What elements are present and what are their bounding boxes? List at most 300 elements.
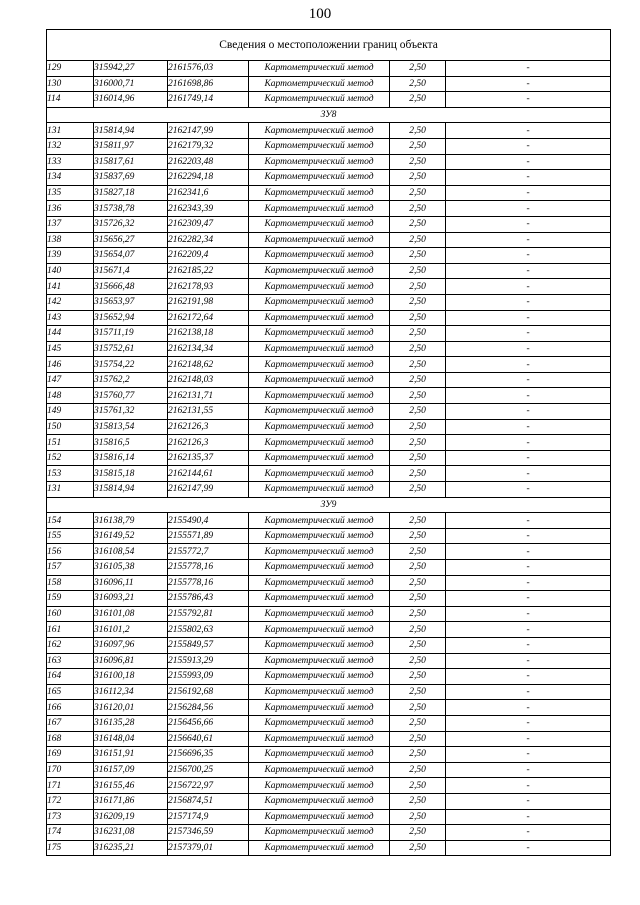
table-row [47, 279, 611, 295]
precision-cell: 2,50 [390, 606, 446, 622]
coord-x-cell: 315827,18 [94, 185, 168, 201]
precision-cell: 2,50 [390, 793, 446, 809]
precision-cell: 2,50 [390, 123, 446, 139]
table-row [47, 528, 611, 544]
coord-y-cell: 2161749,14 [168, 92, 249, 108]
table-row [47, 154, 611, 170]
coord-y-cell: 2161698,86 [168, 76, 249, 92]
coord-y-cell: 2162203,48 [168, 154, 249, 170]
description-cell: - [446, 76, 611, 92]
method-cell: Картометрический метод [249, 762, 390, 778]
coord-y-cell: 2162209,4 [168, 248, 249, 264]
coord-y-cell: 2155490,4 [168, 513, 249, 529]
description-cell: - [446, 372, 611, 388]
point-number-cell: 130 [47, 76, 94, 92]
description-cell: - [446, 185, 611, 201]
table-row [47, 669, 611, 685]
coord-x-cell: 315653,97 [94, 294, 168, 310]
description-cell: - [446, 123, 611, 139]
description-cell: - [446, 419, 611, 435]
coord-x-cell: 315814,94 [94, 482, 168, 498]
method-cell: Картометрический метод [249, 825, 390, 841]
description-cell: - [446, 637, 611, 653]
coord-y-cell: 2161576,03 [168, 61, 249, 77]
point-number-cell: 148 [47, 388, 94, 404]
precision-cell: 2,50 [390, 435, 446, 451]
coord-x-cell: 315815,18 [94, 466, 168, 482]
method-cell: Картометрический метод [249, 450, 390, 466]
table-row [47, 793, 611, 809]
method-cell: Картометрический метод [249, 404, 390, 420]
table-row [47, 700, 611, 716]
table-row [47, 606, 611, 622]
table-row [47, 731, 611, 747]
coord-x-cell: 315752,61 [94, 341, 168, 357]
coord-y-cell: 2162135,37 [168, 450, 249, 466]
point-number-cell: 158 [47, 575, 94, 591]
description-cell: - [446, 793, 611, 809]
precision-cell: 2,50 [390, 450, 446, 466]
table-row [47, 544, 611, 560]
point-number-cell: 129 [47, 61, 94, 77]
coord-x-cell: 315942,27 [94, 61, 168, 77]
section-header-row [47, 107, 611, 123]
precision-cell: 2,50 [390, 825, 446, 841]
description-cell: - [446, 279, 611, 295]
coord-y-cell: 2155571,89 [168, 528, 249, 544]
precision-cell: 2,50 [390, 809, 446, 825]
coord-y-cell: 2156700,25 [168, 762, 249, 778]
coord-x-cell: 316155,46 [94, 778, 168, 794]
coord-x-cell: 315754,22 [94, 357, 168, 373]
point-number-cell: 165 [47, 684, 94, 700]
coord-x-cell: 315671,4 [94, 263, 168, 279]
precision-cell: 2,50 [390, 61, 446, 77]
coord-x-cell: 316105,38 [94, 560, 168, 576]
method-cell: Картометрический метод [249, 419, 390, 435]
coord-y-cell: 2162282,34 [168, 232, 249, 248]
table-row [47, 762, 611, 778]
table-title-row [47, 30, 611, 61]
coord-y-cell: 2162134,34 [168, 341, 249, 357]
point-number-cell: 134 [47, 170, 94, 186]
method-cell: Картометрический метод [249, 263, 390, 279]
table-row [47, 809, 611, 825]
table-row [47, 326, 611, 342]
coord-x-cell: 316135,28 [94, 715, 168, 731]
method-cell: Картометрический метод [249, 715, 390, 731]
precision-cell: 2,50 [390, 700, 446, 716]
table-row [47, 825, 611, 841]
method-cell: Картометрический метод [249, 591, 390, 607]
precision-cell: 2,50 [390, 310, 446, 326]
table-row [47, 76, 611, 92]
point-number-cell: 159 [47, 591, 94, 607]
coord-x-cell: 315761,32 [94, 404, 168, 420]
precision-cell: 2,50 [390, 513, 446, 529]
coord-x-cell: 316138,79 [94, 513, 168, 529]
coord-x-cell: 316235,21 [94, 840, 168, 856]
coord-x-cell: 315726,32 [94, 216, 168, 232]
method-cell: Картометрический метод [249, 731, 390, 747]
coord-y-cell: 2162131,71 [168, 388, 249, 404]
table-body [47, 30, 611, 856]
method-cell: Картометрический метод [249, 809, 390, 825]
method-cell: Картометрический метод [249, 793, 390, 809]
description-cell: - [446, 544, 611, 560]
method-cell: Картометрический метод [249, 466, 390, 482]
method-cell: Картометрический метод [249, 637, 390, 653]
table-row [47, 185, 611, 201]
coord-x-cell: 315738,78 [94, 201, 168, 217]
point-number-cell: 145 [47, 341, 94, 357]
table-row [47, 622, 611, 638]
description-cell: - [446, 201, 611, 217]
table-row [47, 232, 611, 248]
precision-cell: 2,50 [390, 138, 446, 154]
point-number-cell: 154 [47, 513, 94, 529]
method-cell: Картометрический метод [249, 560, 390, 576]
point-number-cell: 175 [47, 840, 94, 856]
precision-cell: 2,50 [390, 170, 446, 186]
method-cell: Картометрический метод [249, 216, 390, 232]
point-number-cell: 131 [47, 482, 94, 498]
precision-cell: 2,50 [390, 404, 446, 420]
point-number-cell: 162 [47, 637, 94, 653]
coord-y-cell: 2162178,93 [168, 279, 249, 295]
description-cell: - [446, 357, 611, 373]
description-cell: - [446, 170, 611, 186]
table-row [47, 450, 611, 466]
coord-y-cell: 2156696,35 [168, 747, 249, 763]
coord-x-cell: 315817,61 [94, 154, 168, 170]
method-cell: Картометрический метод [249, 201, 390, 217]
table-row [47, 513, 611, 529]
precision-cell: 2,50 [390, 357, 446, 373]
coord-x-cell: 315816,14 [94, 450, 168, 466]
table-row [47, 637, 611, 653]
table-row [47, 170, 611, 186]
method-cell: Картометрический метод [249, 747, 390, 763]
method-cell: Картометрический метод [249, 279, 390, 295]
coord-y-cell: 2156284,56 [168, 700, 249, 716]
page-number: 100 [308, 6, 332, 22]
point-number-cell: 141 [47, 279, 94, 295]
point-number-cell: 168 [47, 731, 94, 747]
method-cell: Картометрический метод [249, 232, 390, 248]
coord-y-cell: 2162126,3 [168, 419, 249, 435]
section-label: ЗУ9 [47, 497, 611, 513]
method-cell: Картометрический метод [249, 185, 390, 201]
precision-cell: 2,50 [390, 263, 446, 279]
table-row [47, 591, 611, 607]
table-row [47, 575, 611, 591]
table-row [47, 466, 611, 482]
table-row [47, 840, 611, 856]
coord-y-cell: 2155772,7 [168, 544, 249, 560]
method-cell: Картометрический метод [249, 622, 390, 638]
method-cell: Картометрический метод [249, 123, 390, 139]
point-number-cell: 147 [47, 372, 94, 388]
point-number-cell: 155 [47, 528, 94, 544]
coord-y-cell: 2156192,68 [168, 684, 249, 700]
coord-y-cell: 2156874,51 [168, 793, 249, 809]
point-number-cell: 139 [47, 248, 94, 264]
precision-cell: 2,50 [390, 840, 446, 856]
description-cell: - [446, 435, 611, 451]
coord-x-cell: 315656,27 [94, 232, 168, 248]
coord-y-cell: 2157346,59 [168, 825, 249, 841]
description-cell: - [446, 700, 611, 716]
method-cell: Картометрический метод [249, 700, 390, 716]
table-row [47, 138, 611, 154]
precision-cell: 2,50 [390, 185, 446, 201]
precision-cell: 2,50 [390, 622, 446, 638]
method-cell: Картометрический метод [249, 606, 390, 622]
description-cell: - [446, 404, 611, 420]
coord-x-cell: 316101,2 [94, 622, 168, 638]
table-row [47, 778, 611, 794]
point-number-cell: 161 [47, 622, 94, 638]
coord-y-cell: 2155849,57 [168, 637, 249, 653]
boundary-coordinates-table [46, 29, 611, 856]
point-number-cell: 164 [47, 669, 94, 685]
method-cell: Картометрический метод [249, 92, 390, 108]
coord-y-cell: 2156640,61 [168, 731, 249, 747]
precision-cell: 2,50 [390, 419, 446, 435]
description-cell: - [446, 684, 611, 700]
coord-x-cell: 315813,54 [94, 419, 168, 435]
coord-y-cell: 2162144,61 [168, 466, 249, 482]
description-cell: - [446, 138, 611, 154]
coord-y-cell: 2162294,18 [168, 170, 249, 186]
coord-y-cell: 2162138,18 [168, 326, 249, 342]
point-number-cell: 153 [47, 466, 94, 482]
description-cell: - [446, 809, 611, 825]
table-title: Сведения о местоположении границ объекта [47, 30, 611, 61]
coord-x-cell: 316148,04 [94, 731, 168, 747]
precision-cell: 2,50 [390, 778, 446, 794]
section-header-row [47, 497, 611, 513]
point-number-cell: 135 [47, 185, 94, 201]
precision-cell: 2,50 [390, 388, 446, 404]
method-cell: Картометрический метод [249, 778, 390, 794]
description-cell: - [446, 232, 611, 248]
description-cell: - [446, 294, 611, 310]
section-label: ЗУ8 [47, 107, 611, 123]
table-row [47, 419, 611, 435]
precision-cell: 2,50 [390, 637, 446, 653]
coord-x-cell: 315837,69 [94, 170, 168, 186]
method-cell: Картометрический метод [249, 154, 390, 170]
description-cell: - [446, 216, 611, 232]
precision-cell: 2,50 [390, 715, 446, 731]
precision-cell: 2,50 [390, 92, 446, 108]
point-number-cell: 160 [47, 606, 94, 622]
precision-cell: 2,50 [390, 248, 446, 264]
description-cell: - [446, 248, 611, 264]
description-cell: - [446, 263, 611, 279]
description-cell: - [446, 341, 611, 357]
coord-y-cell: 2162131,55 [168, 404, 249, 420]
method-cell: Картометрический метод [249, 435, 390, 451]
coord-y-cell: 2155778,16 [168, 560, 249, 576]
description-cell: - [446, 840, 611, 856]
point-number-cell: 172 [47, 793, 94, 809]
table-row [47, 684, 611, 700]
table-row [47, 715, 611, 731]
coord-y-cell: 2155913,29 [168, 653, 249, 669]
coord-y-cell: 2162191,98 [168, 294, 249, 310]
method-cell: Картометрический метод [249, 326, 390, 342]
point-number-cell: 157 [47, 560, 94, 576]
coord-x-cell: 315816,5 [94, 435, 168, 451]
precision-cell: 2,50 [390, 482, 446, 498]
coord-x-cell: 315654,07 [94, 248, 168, 264]
precision-cell: 2,50 [390, 279, 446, 295]
table-row [47, 404, 611, 420]
coord-x-cell: 316149,52 [94, 528, 168, 544]
point-number-cell: 156 [47, 544, 94, 560]
coord-x-cell: 315811,97 [94, 138, 168, 154]
coord-x-cell: 315762,2 [94, 372, 168, 388]
table-row [47, 61, 611, 77]
coord-x-cell: 316231,08 [94, 825, 168, 841]
coord-y-cell: 2162179,32 [168, 138, 249, 154]
coord-y-cell: 2157379,01 [168, 840, 249, 856]
description-cell: - [446, 825, 611, 841]
method-cell: Картометрический метод [249, 684, 390, 700]
table-row [47, 435, 611, 451]
description-cell: - [446, 450, 611, 466]
point-number-cell: 132 [47, 138, 94, 154]
method-cell: Картометрический метод [249, 528, 390, 544]
table-row [47, 216, 611, 232]
coord-y-cell: 2162172,64 [168, 310, 249, 326]
method-cell: Картометрический метод [249, 248, 390, 264]
description-cell: - [446, 778, 611, 794]
precision-cell: 2,50 [390, 762, 446, 778]
description-cell: - [446, 513, 611, 529]
point-number-cell: 169 [47, 747, 94, 763]
point-number-cell: 167 [47, 715, 94, 731]
description-cell: - [446, 591, 611, 607]
point-number-cell: 152 [47, 450, 94, 466]
description-cell: - [446, 731, 611, 747]
coord-x-cell: 316100,18 [94, 669, 168, 685]
point-number-cell: 149 [47, 404, 94, 420]
point-number-cell: 142 [47, 294, 94, 310]
precision-cell: 2,50 [390, 575, 446, 591]
method-cell: Картометрический метод [249, 575, 390, 591]
coord-y-cell: 2162148,03 [168, 372, 249, 388]
description-cell: - [446, 747, 611, 763]
method-cell: Картометрический метод [249, 310, 390, 326]
coord-x-cell: 316151,91 [94, 747, 168, 763]
coord-x-cell: 316120,01 [94, 700, 168, 716]
coord-x-cell: 315711,19 [94, 326, 168, 342]
table-row [47, 310, 611, 326]
method-cell: Картометрический метод [249, 669, 390, 685]
description-cell: - [446, 310, 611, 326]
precision-cell: 2,50 [390, 684, 446, 700]
precision-cell: 2,50 [390, 154, 446, 170]
coord-y-cell: 2155993,09 [168, 669, 249, 685]
coord-y-cell: 2155802,63 [168, 622, 249, 638]
table-row [47, 263, 611, 279]
coord-y-cell: 2162185,22 [168, 263, 249, 279]
precision-cell: 2,50 [390, 341, 446, 357]
table-row [47, 560, 611, 576]
precision-cell: 2,50 [390, 669, 446, 685]
method-cell: Картометрический метод [249, 544, 390, 560]
method-cell: Картометрический метод [249, 372, 390, 388]
precision-cell: 2,50 [390, 326, 446, 342]
method-cell: Картометрический метод [249, 61, 390, 77]
description-cell: - [446, 388, 611, 404]
coord-x-cell: 316101,08 [94, 606, 168, 622]
point-number-cell: 170 [47, 762, 94, 778]
table-row [47, 653, 611, 669]
coord-x-cell: 315652,94 [94, 310, 168, 326]
coord-y-cell: 2162126,3 [168, 435, 249, 451]
table-row [47, 92, 611, 108]
method-cell: Картометрический метод [249, 76, 390, 92]
description-cell: - [446, 669, 611, 685]
precision-cell: 2,50 [390, 591, 446, 607]
description-cell: - [446, 715, 611, 731]
coord-x-cell: 316112,34 [94, 684, 168, 700]
method-cell: Картометрический метод [249, 341, 390, 357]
description-cell: - [446, 482, 611, 498]
method-cell: Картометрический метод [249, 840, 390, 856]
precision-cell: 2,50 [390, 653, 446, 669]
table-row [47, 294, 611, 310]
table-row [47, 482, 611, 498]
precision-cell: 2,50 [390, 294, 446, 310]
coord-y-cell: 2162343,39 [168, 201, 249, 217]
point-number-cell: 174 [47, 825, 94, 841]
coord-x-cell: 316108,54 [94, 544, 168, 560]
precision-cell: 2,50 [390, 747, 446, 763]
coord-y-cell: 2162309,47 [168, 216, 249, 232]
coord-y-cell: 2155792,81 [168, 606, 249, 622]
coord-x-cell: 316014,96 [94, 92, 168, 108]
method-cell: Картометрический метод [249, 388, 390, 404]
description-cell: - [446, 560, 611, 576]
method-cell: Картометрический метод [249, 170, 390, 186]
table-row [47, 341, 611, 357]
coord-y-cell: 2162147,99 [168, 482, 249, 498]
table-row [47, 372, 611, 388]
coord-y-cell: 2162148,62 [168, 357, 249, 373]
coord-x-cell: 316157,09 [94, 762, 168, 778]
point-number-cell: 136 [47, 201, 94, 217]
coord-x-cell: 316000,71 [94, 76, 168, 92]
coord-y-cell: 2162341,6 [168, 185, 249, 201]
description-cell: - [446, 606, 611, 622]
table-row [47, 201, 611, 217]
description-cell: - [446, 92, 611, 108]
point-number-cell: 114 [47, 92, 94, 108]
point-number-cell: 131 [47, 123, 94, 139]
method-cell: Картометрический метод [249, 482, 390, 498]
precision-cell: 2,50 [390, 528, 446, 544]
point-number-cell: 173 [47, 809, 94, 825]
point-number-cell: 138 [47, 232, 94, 248]
point-number-cell: 144 [47, 326, 94, 342]
description-cell: - [446, 575, 611, 591]
